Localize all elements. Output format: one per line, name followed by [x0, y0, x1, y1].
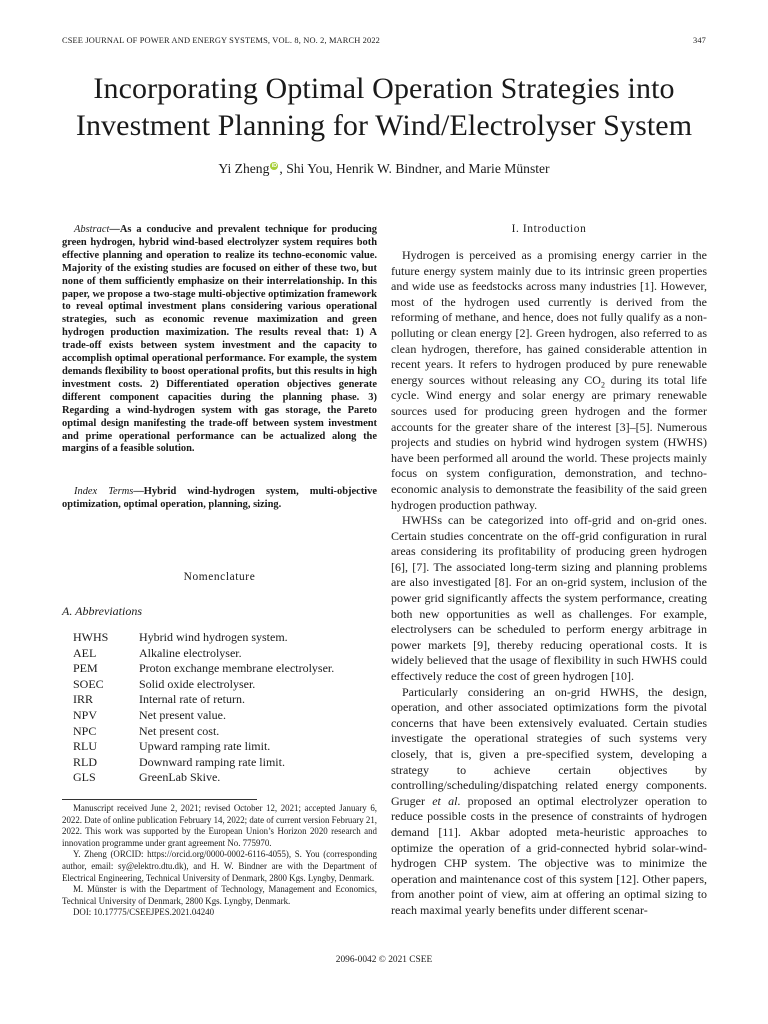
- intro-p1-text-a: Hydrogen is perceived as a promising energy carrier in the future energy system mainly due to its intrinsic green properties and wide use as feedstocks across many industries [1]. However, most of the hydrogen used currently is derived from the reforming of methane, and hence, does not fully qualify as a non-polluting or clean energy [2]. Green hydrogen, also referred to as clean hydrogen, therefore, has gained considerable attention in recent years. It refers to hydrogen produced by pure renewable energy sources without releasing any CO: [391, 248, 707, 387]
- abbreviation-definition: Upward ramping rate limit.: [139, 739, 271, 754]
- index-terms: [62, 486, 377, 512]
- abstract-text: —As a conducive and prevalent technique for producing green hydrogen, hybrid wind-based electrolyzer system requires both effective planning and operation to realize its techno-economic value. Majority of the existing studies are focused on either of these two, but none of them sufficiently emphasize on their interrelationship. In this paper, we propose a two-stage multi-objective optimization framework to reveal optimal investment plans considering various operational strategies, such as economic revenue maximization and green hydrogen production maximization. The results reveal that: 1) A trade-off exists between system investment and the capacity to accomplish optimal operational performance. For example, the system demands flexibility to boost operational profits, but this results in high investment costs. 2) Differentiated operation objectives generate different component capacities during the planning phase. 3) Regarding a wind-hydrogen system with gas storage, the Pareto optimal design manifesting the trade-off between system investment and prime operational performance can be actualized along the margins of a feasible solution.: [62, 224, 377, 455]
- abbreviation-term: RLD: [73, 754, 97, 769]
- page-footer: 2096-0042 © 2021 CSEE: [335, 955, 433, 965]
- abbreviation-definition: Hybrid wind hydrogen system.: [139, 630, 288, 644]
- abbreviation-row: [73, 739, 377, 755]
- running-head: [62, 36, 706, 48]
- index-terms-label: Index Terms: [74, 486, 134, 497]
- co2-subscript: 2: [600, 380, 605, 390]
- first-author: Yi Zheng: [218, 161, 270, 176]
- abbreviation-definition: GreenLab Skive.: [139, 770, 221, 785]
- nomenclature-heading: Nomenclature: [183, 571, 256, 583]
- abbreviation-term: RLU: [73, 739, 97, 754]
- abbreviation-row: [73, 708, 377, 724]
- abbreviation-list: [73, 630, 377, 786]
- abbreviation-definition: Downward ramping rate limit.: [139, 754, 285, 769]
- intro-p1-text-b: during its total life cycle. Wind energy and solar energy are primary renewable sources used for producing green hydrogen and the former accounts for the greater share of the interest [3]–[5]. Numerous projects and studies on hybrid wind hydrogen system (HWHS) have been performed all around the world. These projects mainly focus on system configuration, demonstration, and techno-economic analysis to demonstrate the feasibility of the said green hydrogen production pathway.: [391, 372, 707, 512]
- abbreviation-row: [73, 646, 377, 662]
- footnote-received: Manuscript received June 2, 2021; revised October 12, 2021; accepted January 6, 2022. Date of online publication February 14, 2022; date of current version February 21, 2022. This work was supported by the European Union’s Horizon 2020 research and innovation programme under grant agreement No. 775970.: [62, 803, 377, 848]
- journal-name: CSEE JOURNAL OF POWER AND ENERGY SYSTEMS, VOL. 8, NO. 2, MARCH 2022: [62, 36, 381, 45]
- title-line-2: Investment Planning for Wind/Electrolyser System: [75, 109, 693, 142]
- abbreviation-definition: Solid oxide electrolyser.: [139, 676, 256, 691]
- abbreviation-row: [73, 677, 377, 693]
- abbreviation-row: [73, 770, 377, 786]
- abbreviation-definition: Alkaline electrolyser.: [139, 645, 242, 660]
- footnote-affiliation-2: M. Münster is with the Department of Technology, Management and Economics, Technical University of Denmark, 2800 Kgs. Lyngby, Denmark.: [62, 884, 377, 906]
- abbreviation-definition: Net present cost.: [139, 723, 220, 738]
- intro-paragraph-2: HWHSs can be categorized into off-grid and on-grid ones. Certain studies concentrate on the off-grid configuration in rural areas considering its profitability of producing green hydrogen [6], [7]. The associated long-term sizing and planning problems are also investigated [8]. For an on-grid system, inclusion of the power grid significantly affects the system performance, creating both new opportunities as well as challenges. For example, electrolysers can be scheduled to perform energy arbitrage in power markets [9], thereby reducing operational costs. It is widely believed that the usage of flexibility in such HWHS could effectively reduce the cost of green hydrogen [10].: [391, 513, 707, 684]
- intro-p3-text-b: . proposed an optimal electrolyzer operation to reduce possible costs in the presence of constraints of hydrogen demand [11]. Akbar adopted meta-heuristic approaches to optimize the operation of a grid-connected hybrid solar-wind-hydrogen CHP system. The objective was to minimize the operation and maintenance cost of this system [12]. Other papers, from another point of view, aim at offering an optimal sizing to reach maximal yearly benefits under different scenar-: [391, 793, 707, 917]
- abbreviation-definition: Internal rate of return.: [139, 692, 245, 707]
- abbreviation-definition: Net present value.: [139, 707, 226, 722]
- abbreviation-definition: Proton exchange membrane electrolyser.: [139, 661, 335, 676]
- abbreviation-term: AEL: [73, 645, 97, 660]
- index-terms-text: —Hybrid wind-hydrogen system, multi-objective optimization, optimal operation, planning, sizing.: [62, 486, 377, 510]
- abbreviation-term: IRR: [73, 692, 94, 707]
- page-number: 347: [692, 36, 706, 45]
- abstract: [62, 224, 377, 456]
- abbreviation-term: SOEC: [73, 676, 104, 691]
- abbreviation-term: PEM: [73, 661, 98, 676]
- intro-paragraph-3: [391, 685, 707, 919]
- abstract-label: Abstract: [74, 224, 110, 235]
- abbreviation-row: [73, 630, 377, 646]
- abbreviation-row: [73, 661, 377, 677]
- abbreviation-row: [73, 755, 377, 771]
- footnote-doi[interactable]: DOI: 10.17775/CSEEJPES.2021.04240: [73, 907, 215, 918]
- abbreviation-term: NPV: [73, 707, 98, 722]
- introduction-body: [391, 248, 707, 919]
- paper-title: [40, 70, 728, 144]
- abbreviation-row: [73, 724, 377, 740]
- footnote-affiliation-1: Y. Zheng (ORCID: https://orcid.org/0000-0002-6116-4055), S. You (corresponding author, email: sy@elektro.dtu.dk), and H. W. Bindner are with the Department of Electrical Engineering, Technical University of Denmark, 2800 Kgs. Lyngby, Denmark.: [62, 849, 377, 883]
- abbreviation-row: [73, 692, 377, 708]
- intro-p3-italic: et al: [432, 793, 458, 808]
- abbreviations-subheading: A. Abbreviations: [62, 604, 142, 618]
- abbreviation-term: HWHS: [73, 630, 109, 644]
- other-authors: , Shi You, Henrik W. Bindner, and Marie Münster: [279, 161, 550, 176]
- intro-paragraph-1: [391, 248, 707, 513]
- footnote-divider: [62, 799, 257, 800]
- abbreviation-term: GLS: [73, 770, 96, 785]
- title-line-1: Incorporating Optimal Operation Strategies into: [93, 72, 675, 105]
- author-list: [40, 161, 728, 177]
- orcid-icon[interactable]: iD: [271, 163, 278, 169]
- intro-p3-text-a: Particularly considering an on-grid HWHS, the design, operation, and other associated optimizations form the pivotal concerns that have been extensively evaluated. Certain studies investigate the operational strategies of such systems very closely, that is, given a pre-specified system, developing a strategy to achieve certain objectives by controlling/scheduling/dispatching related energy components. Gruger: [391, 684, 707, 808]
- footnotes: [62, 803, 377, 919]
- abbreviation-term: NPC: [73, 723, 97, 738]
- introduction-heading: I. Introduction: [511, 223, 587, 235]
